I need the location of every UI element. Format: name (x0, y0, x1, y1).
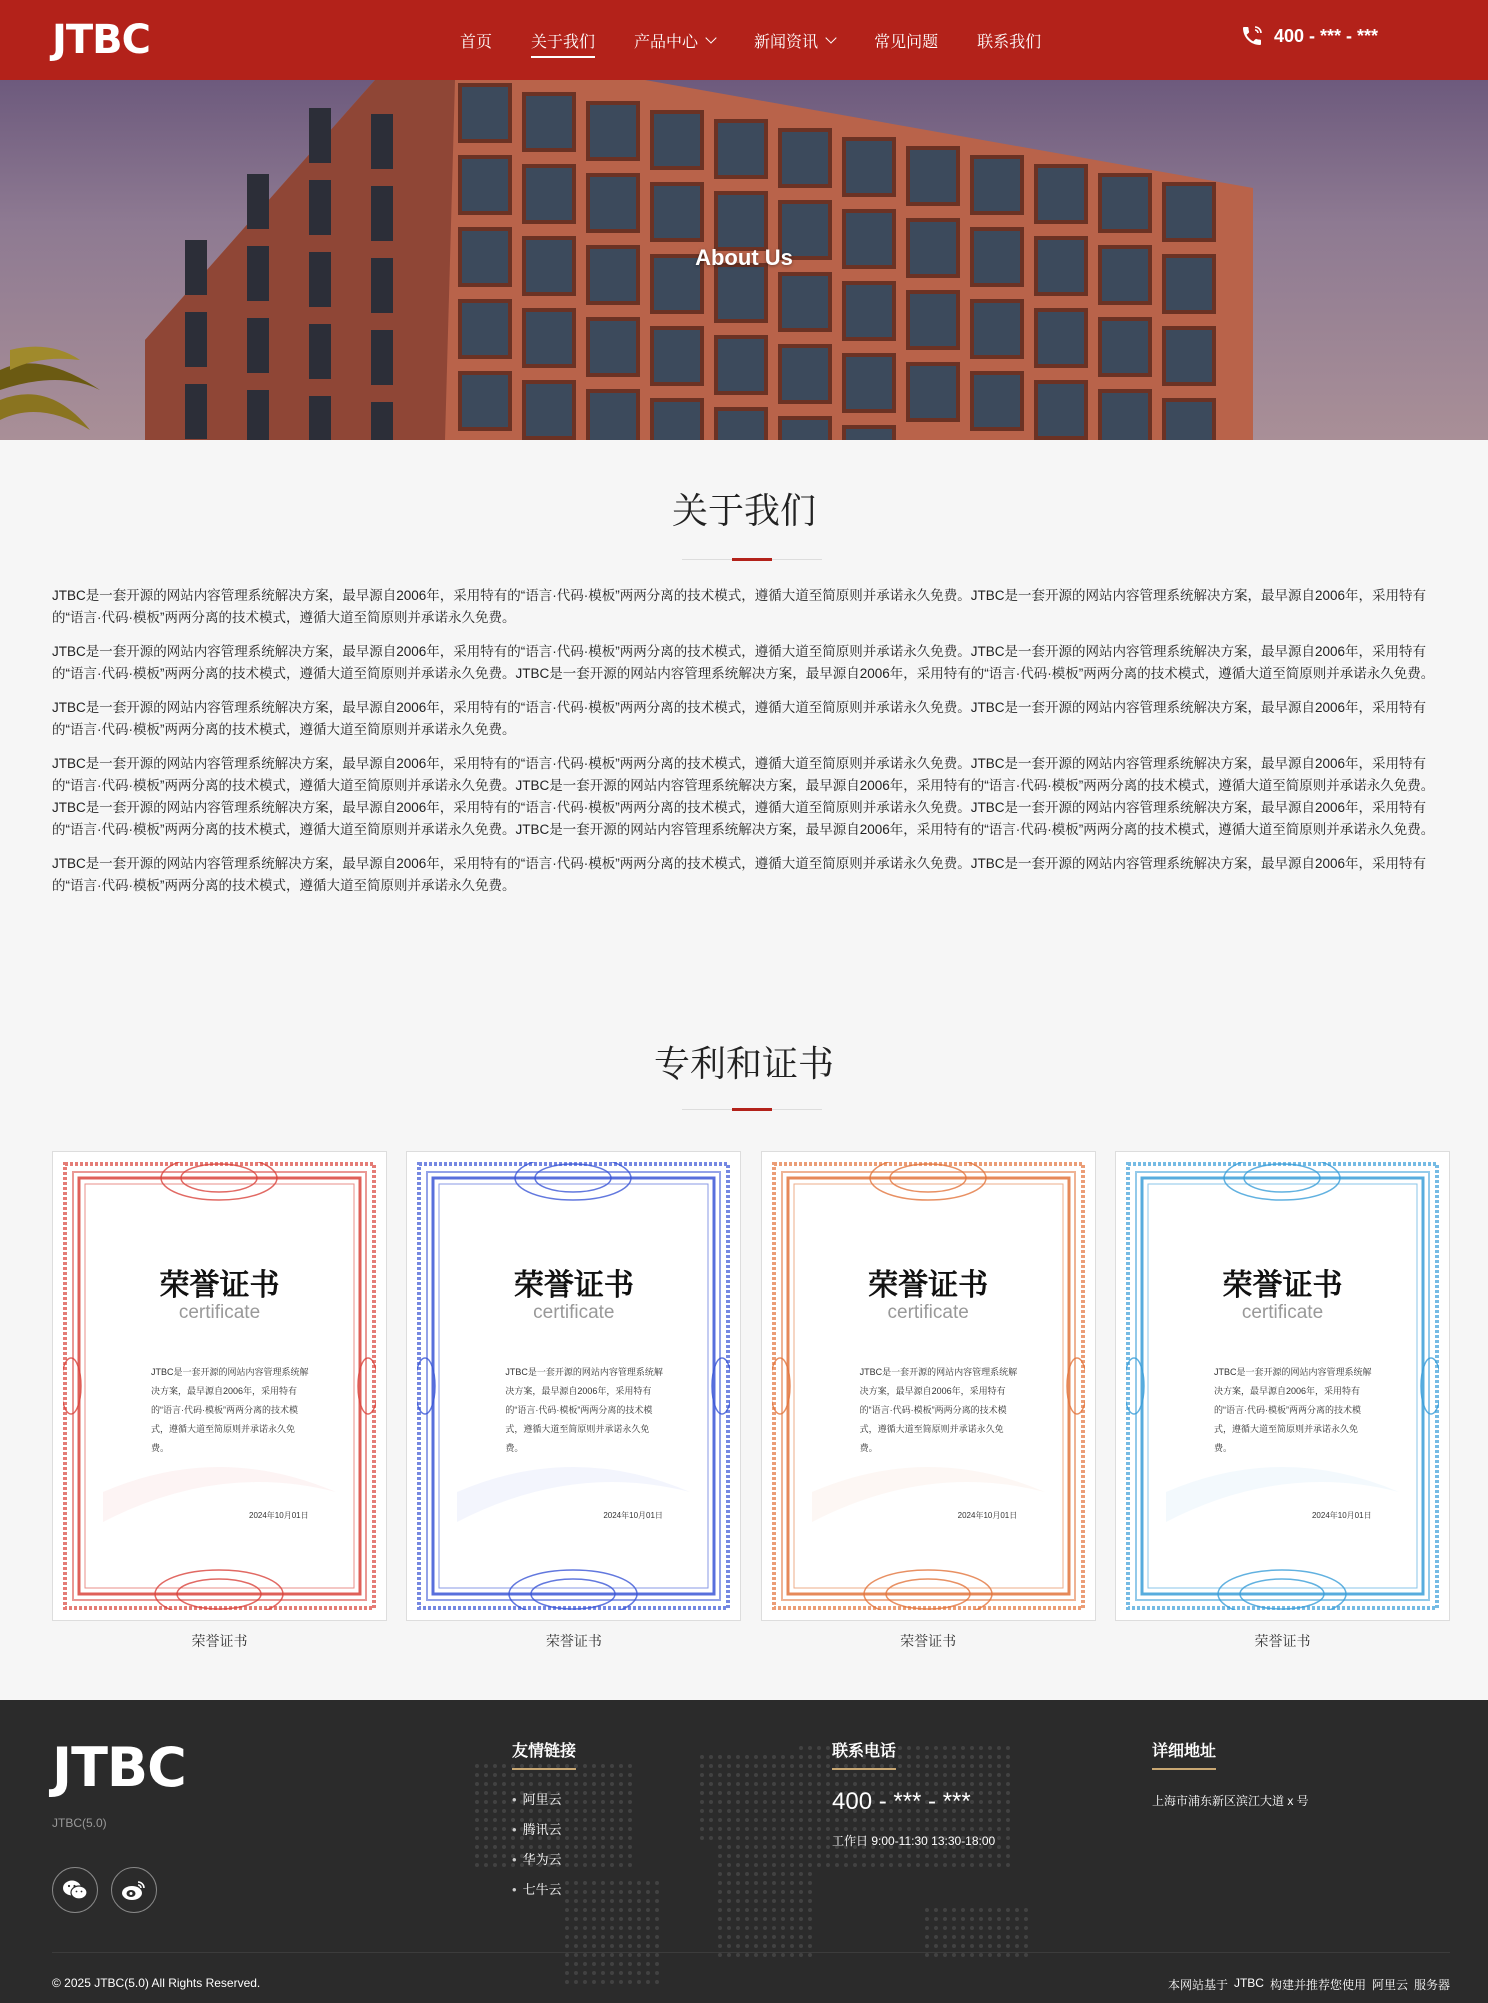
header-phone-number[interactable]: 400 - *** - *** (1274, 25, 1379, 46)
about-title: 关于我们 (671, 491, 816, 532)
about-paragraph: JTBC是一套开源的网站内容管理系统解决方案，最早源自2006年，采用特有的“语言·代码·模板”两两分离的技术模式，遵循大道至简原则并承诺永久免费。JTBC是一套开源的网站内容管理系统解决方案，最早源自2006年，采用特有的“语言·代码·模板”两两分离的技术模式，遵循大道至简原则并承诺永久免费。JTBC是一套开源的网站内容管理系统解决方案，最早源自2006年，采用特有的“语言·代码·模板”两两分离的技术模式，遵循大道至简原则并承诺永久免费。 (52, 644, 1435, 681)
nav-item[interactable] (977, 0, 1041, 80)
nav-item[interactable] (634, 0, 715, 80)
certificate-caption: 荣誉证书 (1254, 1633, 1311, 1649)
certificate-date: 2024年10月01日 (249, 1511, 309, 1520)
footer-links (512, 1790, 562, 1910)
nav-item-label: 产品中心 (634, 33, 699, 51)
footer-logo[interactable]: JTBC (52, 1736, 186, 1799)
certificate-image (1115, 1151, 1450, 1621)
powered-jtbc-link[interactable]: JTBC (1233, 1976, 1264, 1990)
footer-address: 上海市浦东新区滨江大道 x 号 (1152, 1794, 1309, 1808)
certificate-card[interactable] (1115, 1151, 1450, 1651)
certificate-date: 2024年10月01日 (603, 1511, 663, 1520)
about-paragraph: JTBC是一套开源的网站内容管理系统解决方案，最早源自2006年，采用特有的“语言·代码·模板”两两分离的技术模式，遵循大道至简原则并承诺永久免费。JTBC是一套开源的网站内容管理系统解决方案，最早源自2006年，采用特有的“语言·代码·模板”两两分离的技术模式，遵循大道至简原则并承诺永久免费。 (52, 700, 1427, 737)
certificate-subtitle: certificate (887, 1302, 969, 1323)
wechat-button[interactable] (52, 1867, 98, 1913)
nav-item[interactable] (531, 0, 595, 80)
certificate-heading: 荣誉证书 (1222, 1268, 1343, 1303)
certificate-subtitle: certificate (1241, 1302, 1324, 1323)
powered-suffix: 服务器 (1413, 1978, 1450, 1992)
certificate-date: 2024年10月01日 (957, 1511, 1018, 1520)
copyright: © 2025 JTBC(5.0) All Rights Reserved. (52, 1976, 261, 1990)
about-content (52, 585, 1450, 909)
footer-phone-title: 联系电话 (832, 1738, 896, 1761)
about-paragraph: JTBC是一套开源的网站内容管理系统解决方案，最早源自2006年，采用特有的“语言·代码·模板”两两分离的技术模式，遵循大道至简原则并承诺永久免费。JTBC是一套开源的网站内容管理系统解决方案，最早源自2006年，采用特有的“语言·代码·模板”两两分离的技术模式，遵循大道至简原则并承诺永久免费。 (52, 588, 1427, 625)
nav-item-label: 常见问题 (874, 33, 939, 51)
certificate-heading: 荣誉证书 (159, 1268, 280, 1303)
wechat-icon (62, 1879, 88, 1901)
footer-phone[interactable]: 400 - *** - *** (832, 1788, 971, 1815)
certificate-date: 2024年10月01日 (1311, 1511, 1372, 1520)
powered-prefix: 本网站基于 (1167, 1978, 1228, 1992)
certificate-list (52, 1151, 1450, 1651)
footer-divider (52, 1952, 1450, 1953)
certificate-body: JTBC是一套开源的网站内容管理系统解决方案，最早源自2006年，采用特有的“语言·代码·模板”两两分离的技术模式，遵循大道至简原则并承诺永久免费。 (859, 1367, 1018, 1453)
banner-title: About Us (695, 245, 793, 270)
certs-title-divider (682, 1109, 822, 1110)
about-paragraph: JTBC是一套开源的网站内容管理系统解决方案，最早源自2006年，采用特有的“语言·代码·模板”两两分离的技术模式，遵循大道至简原则并承诺永久免费。JTBC是一套开源的网站内容管理系统解决方案，最早源自2006年，采用特有的“语言·代码·模板”两两分离的技术模式，遵循大道至简原则并承诺永久免费。JTBC是一套开源的网站内容管理系统解决方案，最早源自2006年，采用特有的“语言·代码·模板”两两分离的技术模式，遵循大道至简原则并承诺永久免费。JTBC是一套开源的网站内容管理系统解决方案，最早源自2006年，采用特有的“语言·代码·模板”两两分离的技术模式，遵循大道至简原则并承诺永久免费。JTBC是一套开源的网站内容管理系统解决方案，最早源自2006年，采用特有的“语言·代码·模板”两两分离的技术模式，遵循大道至简原则并承诺永久免费。JTBC是一套开源的网站内容管理系统解决方案，最早源自2006年，采用特有的“语言·代码·模板”两两分离的技术模式，遵循大道至简原则并承诺永久免费。 (52, 756, 1435, 837)
phone-icon (1240, 24, 1264, 48)
nav-item-label: 新闻资讯 (754, 33, 819, 51)
certificate-body: JTBC是一套开源的网站内容管理系统解决方案，最早源自2006年，采用特有的“语言·代码·模板”两两分离的技术模式，遵循大道至简原则并承诺永久免费。 (151, 1367, 309, 1453)
chevron-down-icon (825, 32, 836, 43)
certificate-image (406, 1151, 741, 1621)
certificate-caption: 荣誉证书 (191, 1633, 248, 1649)
certificate-card[interactable] (52, 1151, 387, 1651)
certificate-image (52, 1151, 387, 1621)
nav-item-label: 关于我们 (531, 33, 596, 51)
certificate-card[interactable] (406, 1151, 741, 1651)
footer-link[interactable]: • 七牛云 (512, 1880, 562, 1910)
nav-item-label: 联系我们 (977, 33, 1042, 51)
page-banner (0, 80, 1488, 440)
certificate-body: JTBC是一套开源的网站内容管理系统解决方案，最早源自2006年，采用特有的“语言·代码·模板”两两分离的技术模式，遵循大道至简原则并承诺永久免费。 (1213, 1367, 1372, 1453)
footer-links-title: 友情链接 (512, 1738, 576, 1761)
footer-hours: 工作日 9:00-11:30 13:30-18:00 (832, 1834, 996, 1848)
footer-link[interactable]: • 腾讯云 (512, 1820, 562, 1850)
palm-leaf-image (0, 330, 110, 440)
site-footer (0, 1700, 1488, 2003)
certificate-body: JTBC是一套开源的网站内容管理系统解决方案，最早源自2006年，采用特有的“语言·代码·模板”两两分离的技术模式，遵循大道至简原则并承诺永久免费。 (505, 1367, 663, 1453)
certs-title: 专利和证书 (653, 1044, 834, 1085)
certificate-subtitle: certificate (178, 1302, 261, 1323)
header-phone (1240, 24, 1378, 48)
powered-by (1168, 1976, 1450, 1993)
certificate-card[interactable] (761, 1151, 1096, 1651)
powered-mid: 构建并推荐您使用 (1269, 1978, 1366, 1992)
nav-item[interactable] (460, 0, 492, 80)
main-nav (460, 0, 1080, 80)
chevron-down-icon (705, 32, 716, 43)
nav-item-label: 首页 (460, 33, 493, 51)
certificate-subtitle: certificate (533, 1302, 615, 1323)
certificate-image (761, 1151, 1096, 1621)
nav-item[interactable] (874, 0, 938, 80)
certificate-heading: 荣誉证书 (868, 1268, 989, 1303)
site-header (0, 0, 1488, 80)
footer-link[interactable]: • 阿里云 (512, 1790, 562, 1820)
about-paragraph: JTBC是一套开源的网站内容管理系统解决方案，最早源自2006年，采用特有的“语言·代码·模板”两两分离的技术模式，遵循大道至简原则并承诺永久免费。JTBC是一套开源的网站内容管理系统解决方案，最早源自2006年，采用特有的“语言·代码·模板”两两分离的技术模式，遵循大道至简原则并承诺永久免费。 (52, 856, 1427, 893)
site-logo[interactable]: JTBC (52, 17, 151, 63)
footer-version: JTBC(5.0) (52, 1816, 107, 1830)
certificate-caption: 荣誉证书 (545, 1633, 602, 1649)
footer-address-title: 详细地址 (1152, 1738, 1216, 1761)
powered-aliyun-link[interactable]: 阿里云 (1371, 1978, 1408, 1992)
about-title-divider (682, 559, 822, 560)
certificate-heading: 荣誉证书 (513, 1268, 634, 1303)
footer-link[interactable]: • 华为云 (512, 1850, 562, 1880)
weibo-icon (121, 1879, 147, 1901)
certificate-caption: 荣誉证书 (900, 1633, 957, 1649)
nav-item[interactable] (754, 0, 835, 80)
weibo-button[interactable] (111, 1867, 157, 1913)
